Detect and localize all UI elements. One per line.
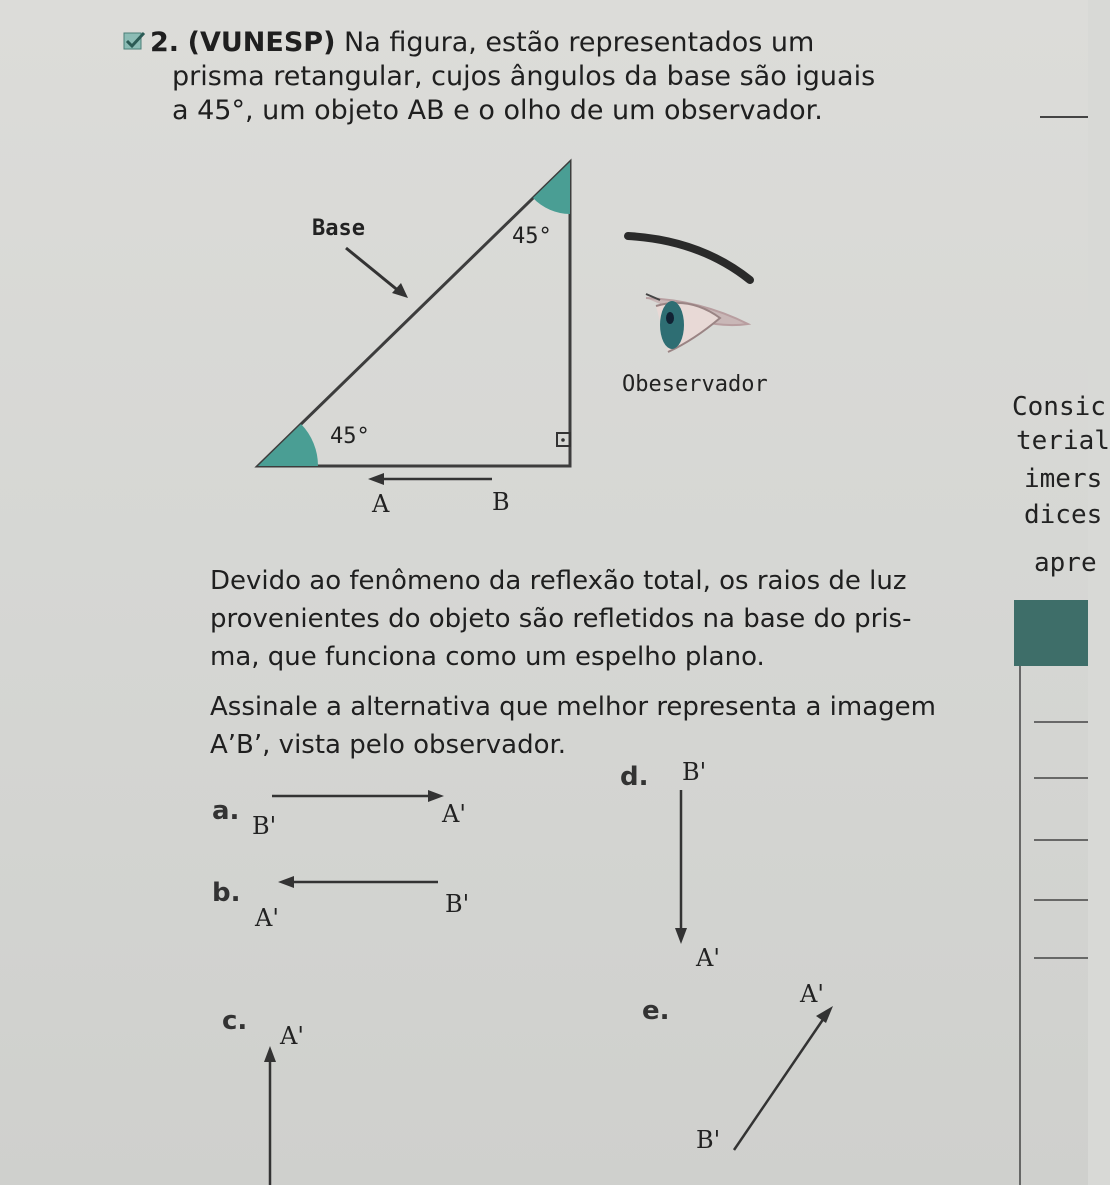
question-text-1: Na figura, estão representados um	[344, 27, 815, 58]
para2-line-2: A’B’, vista pelo observador.	[210, 730, 567, 760]
top-angle-wedge	[533, 162, 570, 214]
question-number: 2.	[150, 27, 180, 58]
side-teal-block	[1014, 600, 1088, 666]
para1-line-2: provenientes do objeto são refletidos na base do pris-	[210, 604, 912, 634]
para1-line-1: Devido ao fenômeno da reflexão total, os raios de luz	[210, 566, 907, 596]
side-word-3: imers	[1024, 464, 1103, 494]
side-word-2: terial	[1016, 426, 1110, 456]
question-line-2: prisma retangular, cujos ângulos da base são iguais	[172, 61, 876, 92]
option-c-letter[interactable]: c.	[222, 1006, 248, 1036]
question-line-3: a 45°, um objeto AB e o olho de um observador.	[172, 95, 823, 126]
option-d-top: B'	[682, 758, 707, 786]
point-a-label: A	[372, 490, 390, 518]
base-label: Base	[312, 216, 365, 241]
left-angle-wedge	[258, 424, 318, 466]
para2-line-1: Assinale a alternativa que melhor representa a imagem	[210, 692, 936, 722]
option-b-left: A'	[255, 904, 279, 932]
option-e-top: A'	[800, 980, 824, 1008]
question-source: (VUNESP)	[187, 27, 336, 58]
side-word-1: Consic	[1012, 392, 1106, 422]
side-word-5: apre	[1034, 548, 1097, 578]
option-b-right: B'	[445, 890, 470, 918]
angle-top-label: 45°	[512, 224, 552, 249]
option-e-letter[interactable]: e.	[642, 996, 670, 1026]
option-a-left: B'	[252, 812, 277, 840]
para1-line-3: ma, que funciona como um espelho plano.	[210, 642, 765, 672]
point-b-label: B	[492, 488, 510, 516]
option-b-letter[interactable]: b.	[212, 878, 241, 908]
option-e-arrow	[734, 1018, 824, 1150]
angle-left-label: 45°	[330, 424, 370, 449]
option-a-right: A'	[442, 800, 466, 828]
option-d-letter[interactable]: d.	[620, 762, 649, 792]
eye-iris	[660, 301, 684, 349]
base-arrow	[346, 248, 400, 292]
option-c-top: A'	[280, 1022, 304, 1050]
option-d-bottom: A'	[696, 944, 720, 972]
eyebrow	[628, 236, 750, 280]
option-e-bottom: B'	[696, 1126, 721, 1154]
option-a-letter[interactable]: a.	[212, 796, 240, 826]
prism-triangle	[258, 162, 570, 466]
side-word-4: dices	[1024, 500, 1103, 530]
observer-label: Obeservador	[622, 372, 768, 397]
